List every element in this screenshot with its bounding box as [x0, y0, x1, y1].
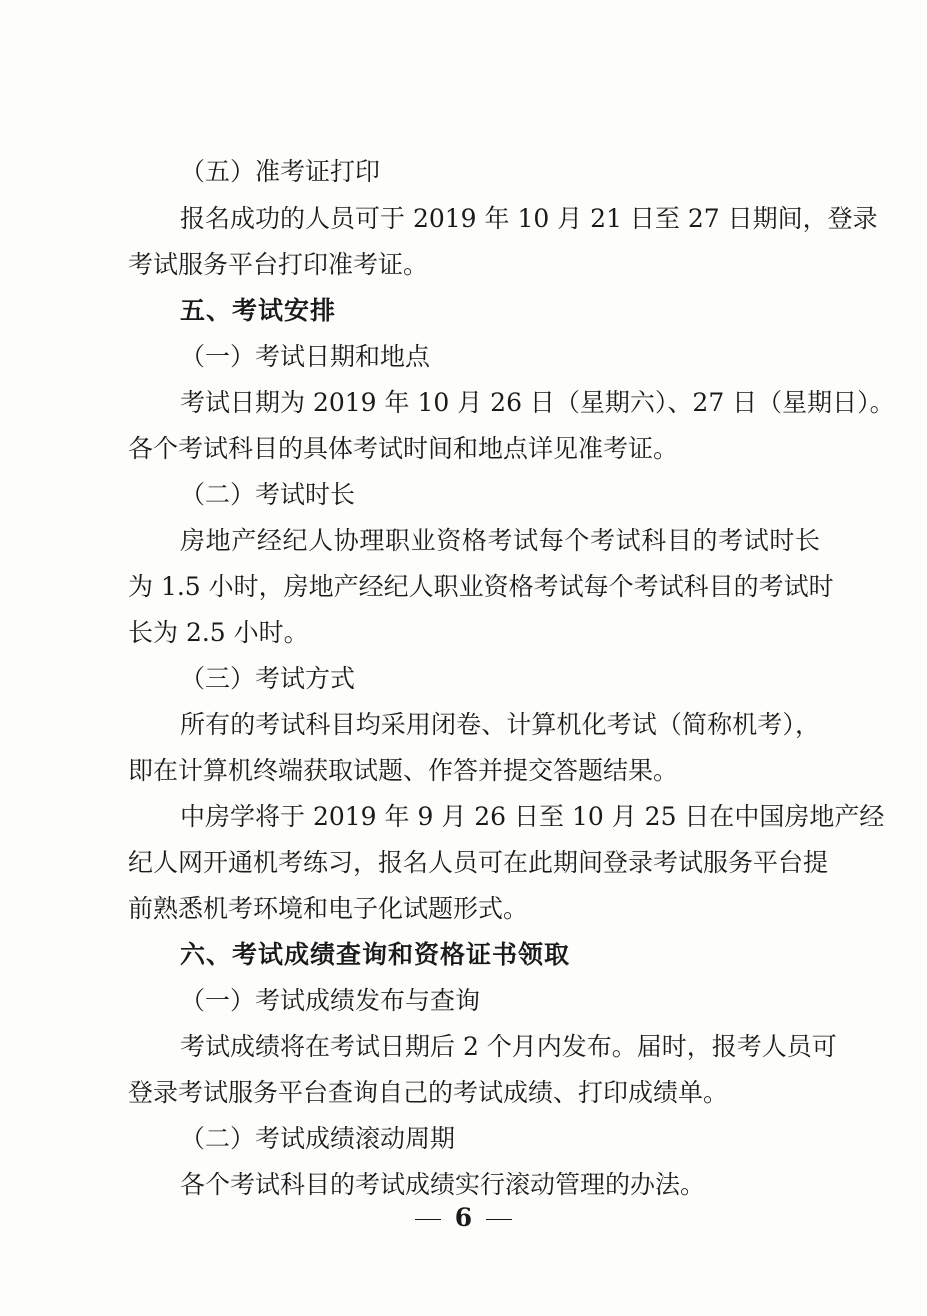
- paragraph-line: 长为 2.5 小时。: [128, 618, 309, 647]
- subheading-exam-date-location: （一）考试日期和地点: [180, 342, 431, 371]
- paragraph-line: 各个考试科目的具体考试时间和地点详见准考证。: [128, 434, 679, 463]
- subheading-exam-method: （三）考试方式: [180, 664, 356, 693]
- paragraph-line: 前熟悉机考环境和电子化试题形式。: [128, 894, 529, 923]
- paragraph-line: 考试日期为 2019 年 10 月 26 日（星期六）、27 日（星期日）。: [180, 388, 895, 417]
- paragraph-line: 登录考试服务平台查询自己的考试成绩、打印成绩单。: [128, 1078, 729, 1107]
- paragraph-line: 各个考试科目的考试成绩实行滚动管理的办法。: [180, 1170, 706, 1199]
- paragraph-line: 所有的考试科目均采用闭卷、计算机化考试（简称机考），: [180, 710, 820, 739]
- section-heading-exam-arrangement: 五、考试安排: [180, 296, 337, 325]
- paragraph-line: 报名成功的人员可于 2019 年 10 月 21 日至 27 日期间，登录: [180, 204, 878, 233]
- paragraph-line: 考试成绩将在考试日期后 2 个月内发布。届时，报考人员可: [180, 1032, 837, 1061]
- paragraph-line: 为 1.5 小时，房地产经纪人职业资格考试每个考试科目的考试时: [128, 572, 834, 601]
- section-heading-scores-certificates: 六、考试成绩查询和资格证书领取: [180, 940, 571, 969]
- dash-left: [415, 1219, 441, 1220]
- page-footer: [0, 1203, 927, 1233]
- page-number: 6: [454, 1203, 473, 1232]
- subheading-admission-ticket: （五）准考证打印: [180, 157, 381, 186]
- subheading-score-rolling-period: （二）考试成绩滚动周期: [180, 1124, 456, 1153]
- subheading-score-release: （一）考试成绩发布与查询: [180, 986, 481, 1015]
- paragraph-line: 房地产经纪人协理职业资格考试每个考试科目的考试时长: [180, 526, 820, 555]
- paragraph-line: 中房学将于 2019 年 9 月 26 日至 10 月 25 日在中国房地产经: [180, 802, 885, 831]
- dash-right: [486, 1219, 512, 1220]
- subheading-exam-duration: （二）考试时长: [180, 480, 356, 509]
- paragraph-line: 即在计算机终端获取试题、作答并提交答题结果。: [128, 756, 679, 785]
- paragraph-line: 纪人网开通机考练习，报名人员可在此期间登录考试服务平台提: [128, 848, 829, 877]
- paragraph-line: 考试服务平台打印准考证。: [128, 250, 429, 279]
